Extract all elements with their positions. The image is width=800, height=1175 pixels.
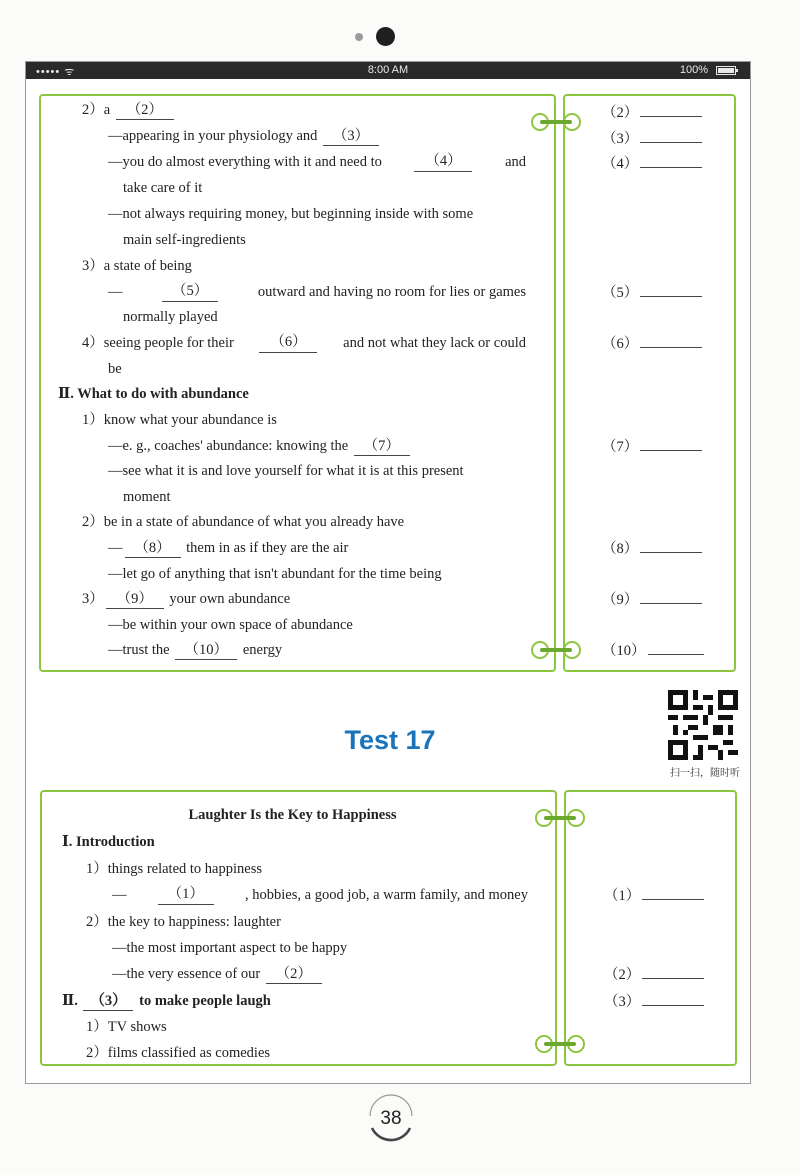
answer-line[interactable]: （7）	[602, 436, 702, 457]
answer-panel-bottom	[564, 790, 737, 1066]
outline-line: —the very essence of our （2）	[112, 964, 324, 984]
test-title: Test 17	[344, 725, 436, 755]
camera-dot-large	[376, 27, 395, 46]
outline-line: 1）TV shows	[86, 1019, 167, 1035]
status-bar	[26, 62, 750, 79]
fill-blank[interactable]: （8）	[125, 539, 181, 558]
qr-caption: 扫一扫，随时听	[670, 768, 740, 779]
outline-line: main self-ingredients	[123, 232, 246, 248]
outline-line: normally played	[123, 309, 218, 325]
fill-blank[interactable]: （6）	[259, 333, 317, 353]
section-heading: Ⅱ. What to do with abundance	[58, 386, 249, 402]
outline-line: 2）the key to happiness: laughter	[86, 914, 281, 930]
outline-line: 3） （9） your own abundance	[82, 591, 291, 607]
outline-line: —the most important aspect to be happy	[112, 940, 348, 956]
page-number: 38	[380, 1108, 402, 1129]
binder-ring-icon	[532, 1034, 588, 1054]
fill-blank[interactable]: （7）	[354, 437, 410, 456]
answer-line[interactable]: （4）	[602, 153, 702, 174]
answer-line[interactable]: （8）	[602, 538, 702, 559]
answer-line[interactable]: （5）	[602, 282, 702, 303]
fill-blank[interactable]: （3）	[323, 127, 379, 146]
outline-line: —see what it is and love yourself for what it is at this present	[108, 463, 464, 479]
section-heading: Ⅰ. Introduction	[62, 834, 155, 850]
answer-line[interactable]: （1）	[604, 885, 704, 906]
answer-panel-top	[563, 94, 736, 672]
answer-line[interactable]: （3）	[602, 128, 702, 149]
outline-line: —appearing in your physiology and （3）	[108, 126, 381, 146]
fill-blank[interactable]: （4）	[414, 152, 472, 172]
outline-line: 3）a state of being	[82, 258, 192, 274]
answer-line[interactable]: （3）	[604, 991, 704, 1012]
camera-dot-small	[355, 33, 363, 41]
answer-line[interactable]: （2）	[602, 102, 702, 123]
outline-line: —you do almost everything with it and need to （4） and	[108, 153, 526, 170]
battery-percentage: 100%	[679, 64, 708, 76]
outline-line: 1）know what your abundance is	[82, 412, 277, 428]
outline-line: —e. g., coaches' abundance: knowing the （7）	[108, 436, 412, 456]
outline-line: 2）films classified as comedies	[86, 1045, 271, 1061]
page-number-badge	[364, 1092, 418, 1146]
fill-blank[interactable]: （2）	[266, 965, 322, 984]
fill-blank[interactable]: （1）	[158, 885, 214, 905]
fill-blank[interactable]: （9）	[106, 590, 164, 609]
outline-line: —not always requiring money, but beginning inside with some	[108, 206, 474, 222]
fill-blank[interactable]: （5）	[162, 282, 218, 302]
fill-blank[interactable]: （2）	[116, 101, 174, 120]
outline-line: 4）seeing people for their （6） and not what they lack or could	[82, 334, 526, 351]
outline-panel-top	[39, 94, 556, 672]
binder-ring-icon	[528, 640, 584, 660]
outline-line: be	[108, 361, 122, 377]
clock-time: 8:00 AM	[367, 64, 409, 76]
outline-line: — （5） outward and having no room for lies or games	[108, 283, 526, 300]
answer-line[interactable]: （10）	[602, 640, 704, 661]
battery-icon	[716, 66, 736, 75]
outline-line: — （8） them in as if they are the air	[108, 540, 349, 556]
fill-blank[interactable]: （3）	[83, 992, 133, 1011]
outline-line: take care of it	[123, 180, 203, 196]
outline-line: 1）things related to happiness	[86, 861, 262, 877]
answer-line[interactable]: （2）	[604, 964, 704, 985]
outline-line: — （1） , hobbies, a good job, a warm family, and money	[112, 886, 528, 903]
passage-title: Laughter Is the Key to Happiness	[188, 807, 397, 823]
outline-line: 2）a （2）	[82, 100, 176, 120]
outline-line: 2）be in a state of abundance of what you already have	[82, 514, 405, 530]
signal-icon: ••••• ᯤ	[36, 66, 76, 78]
outline-line: —be within your own space of abundance	[108, 617, 353, 633]
outline-line: moment	[123, 489, 171, 505]
outline-line: —trust the （10） energy	[108, 642, 283, 658]
answer-line[interactable]: （6）	[602, 333, 702, 354]
section-heading: Ⅱ. （3） to make people laugh	[62, 993, 271, 1009]
binder-ring-icon	[528, 112, 584, 132]
answer-line[interactable]: （9）	[602, 589, 702, 610]
fill-blank[interactable]: （10）	[175, 641, 237, 660]
outline-line: —let go of anything that isn't abundant for the time being	[108, 566, 442, 582]
qr-code-icon[interactable]	[668, 690, 738, 760]
